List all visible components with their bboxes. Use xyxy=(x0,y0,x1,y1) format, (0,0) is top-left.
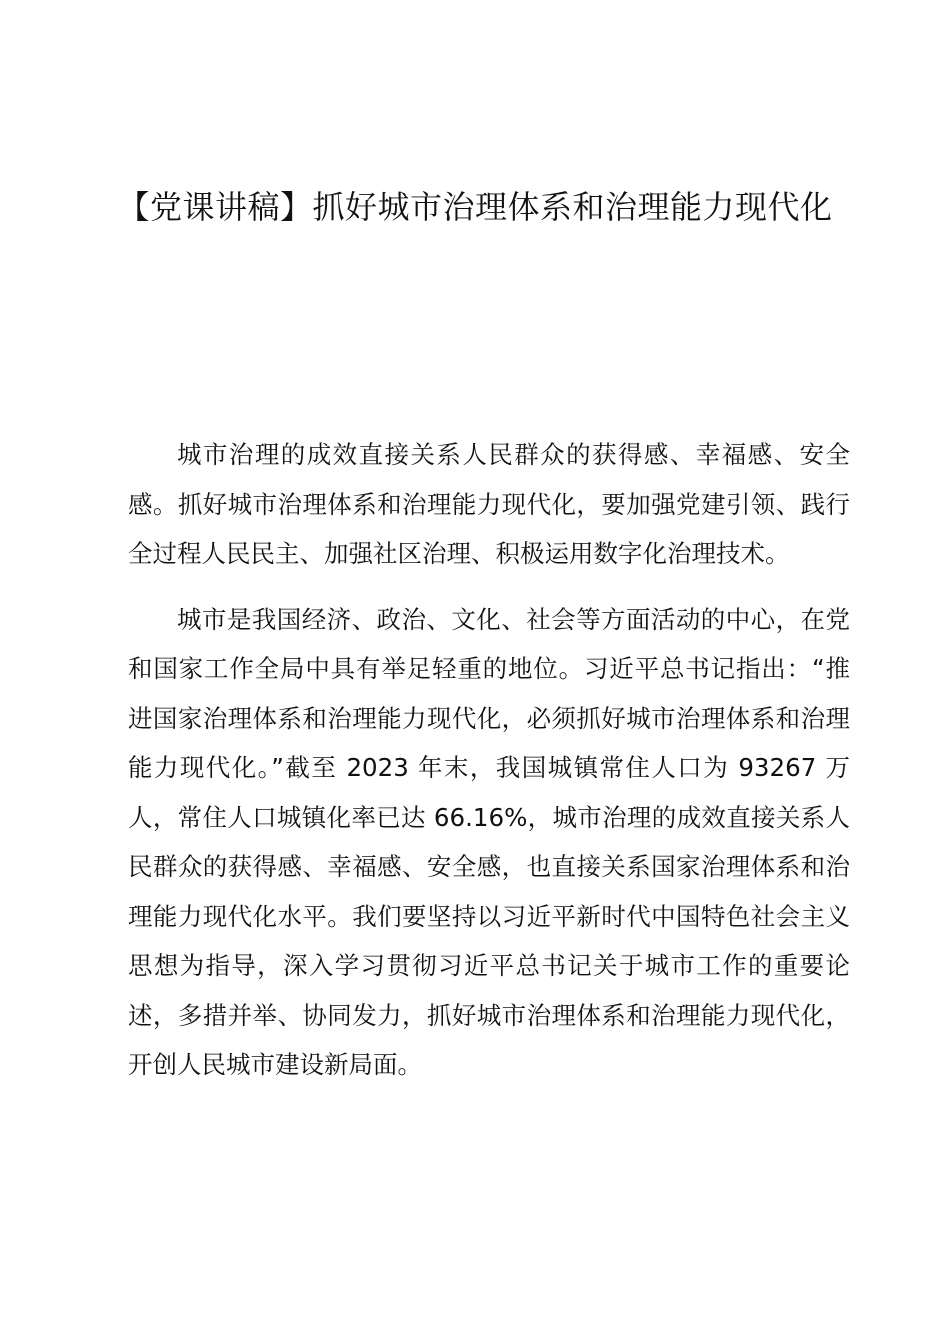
paragraph-2: 城市是我国经济、政治、文化、社会等方面活动的中心，在党和国家工作全局中具有举足轻重的地位。习近平总书记指出：“推进国家治理体系和治理能力现代化，必须抓好城市治理体系和治理能力现代化。”截至 2023 年末，我国城镇常住人口为 93267 万人，常住人口城镇化率已达 66.16%，城市治理的成效直接关系人民群众的获得感、幸福感、安全感，也直接关系国家治理体系和治理能力现代化水平。我们要坚持以习近平新时代中国特色社会主义思想为指导，深入学习贯彻习近平总书记关于城市工作的重要论述，多措并举、协同发力，抓好城市治理体系和治理能力现代化，开创人民城市建设新局面。 xyxy=(128,604,850,1079)
document-title: 【党课讲稿】抓好城市治理体系和治理能力现代化 xyxy=(117,188,833,226)
paragraph-1: 城市治理的成效直接关系人民群众的获得感、幸福感、安全感。抓好城市治理体系和治理能力现代化，要加强党建引领、践行全过程人民民主、加强社区治理、积极运用数字化治理技术。 xyxy=(128,440,850,568)
document-body xyxy=(128,430,850,1106)
